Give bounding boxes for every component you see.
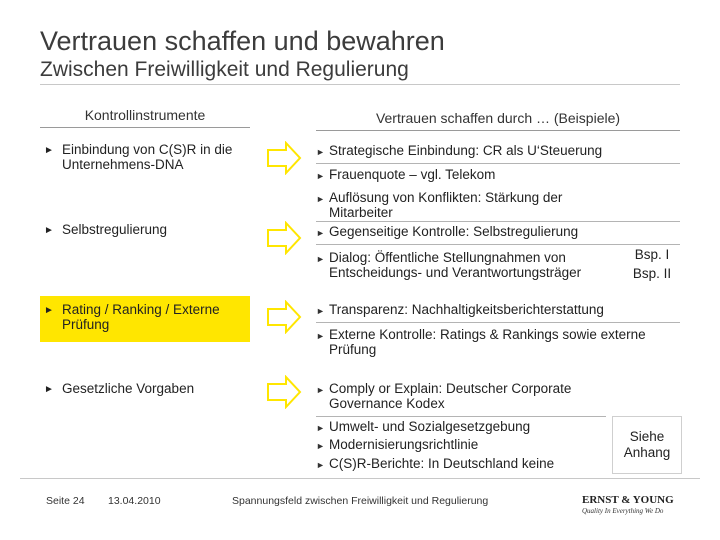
arrow-right-icon [266, 141, 302, 175]
logo-wordmark: ERNST & YOUNG [582, 494, 674, 506]
bullet-triangle-icon: ► [44, 305, 54, 316]
bullet-triangle-icon: ► [316, 331, 325, 341]
example-divider [316, 163, 680, 164]
bullet-triangle-icon: ► [316, 423, 325, 433]
example-badge-bsp-2: Bsp. II [632, 266, 672, 281]
ernst-young-logo [582, 494, 682, 515]
example-item: ► Umwelt- und Sozialgesetzgebung [316, 419, 531, 434]
slide-subtitle: Zwischen Freiwilligkeit und Regulierung [40, 58, 409, 81]
instrument-dna [40, 142, 250, 188]
left-column-header: Kontrollinstrumente [84, 107, 206, 123]
example-item: ► Strategische Einbindung: CR als U‘Steuerung [316, 143, 603, 158]
example-item: ► Comply or Explain: Deutscher Corporate Governance Kodex [316, 381, 572, 411]
example-item: ► C(S)R-Berichte: In Deutschland keine [316, 456, 555, 471]
example-item: ► Transparenz: Nachhaltigkeitsberichterstattung [316, 302, 604, 317]
logo-tagline: Quality In Everything We Do [582, 507, 664, 515]
instrument-gesetzliche-vorgaben [40, 381, 250, 403]
example-divider [316, 322, 680, 323]
bullet-triangle-icon: ► [316, 306, 325, 316]
instrument-rating-ranking [40, 296, 250, 342]
instrument-label: Gesetzliche Vorgaben [62, 381, 195, 396]
bullet-triangle-icon: ► [316, 147, 325, 157]
example-divider [316, 244, 680, 245]
arrow-right-icon [266, 300, 302, 334]
footer-date: 13.04.2010 [108, 495, 161, 507]
slide-title: Vertrauen schaffen und bewahren [40, 26, 445, 56]
example-item: ► Frauenquote – vgl. Telekom [316, 167, 496, 182]
example-item: ► Externe Kontrolle: Ratings & Rankings sowie externe Prüfung [316, 327, 646, 357]
footer-title: Spannungsfeld zwischen Freiwilligkeit und Regulierung [232, 495, 489, 507]
bullet-triangle-icon: ► [44, 145, 54, 156]
example-badge-bsp-1: Bsp. I [634, 247, 670, 262]
title-divider [40, 84, 680, 85]
example-item: ► Gegenseitige Kontrolle: Selbstregulierung [316, 224, 579, 239]
instrument-label: Selbstregulierung [62, 222, 168, 237]
example-item: ► Auflösung von Konflikten: Stärkung der Mitarbeiter [316, 190, 563, 220]
bullet-triangle-icon: ► [316, 460, 325, 470]
bullet-triangle-icon: ► [44, 225, 54, 236]
instrument-label: Einbindung von C(S)R in die Unternehmens-DNA [62, 142, 233, 172]
instrument-label: Rating / Ranking / Externe Prüfung [62, 302, 220, 332]
appendix-reference-box: Siehe Anhang [612, 416, 682, 474]
bullet-triangle-icon: ► [44, 384, 54, 395]
right-header-divider [316, 130, 680, 131]
bullet-triangle-icon: ► [316, 441, 325, 451]
arrow-right-icon [266, 375, 302, 409]
bullet-triangle-icon: ► [316, 228, 325, 238]
bullet-triangle-icon: ► [316, 385, 325, 395]
footer-divider [20, 478, 700, 479]
page-number: Seite 24 [46, 495, 85, 507]
example-divider [316, 416, 606, 417]
example-item: ► Dialog: Öffentliche Stellungnahmen von Entscheidungs- und Verantwortungsträger [316, 250, 582, 280]
bullet-triangle-icon: ► [316, 171, 325, 181]
bullet-triangle-icon: ► [316, 254, 325, 264]
example-divider [316, 221, 680, 222]
bullet-triangle-icon: ► [316, 194, 325, 204]
instrument-selbstregulierung [40, 222, 250, 244]
right-column-header: Vertrauen schaffen durch … (Beispiele) [375, 110, 621, 126]
arrow-right-icon [266, 221, 302, 255]
example-item: ► Modernisierungsrichtlinie [316, 437, 479, 452]
left-header-divider [40, 127, 250, 128]
